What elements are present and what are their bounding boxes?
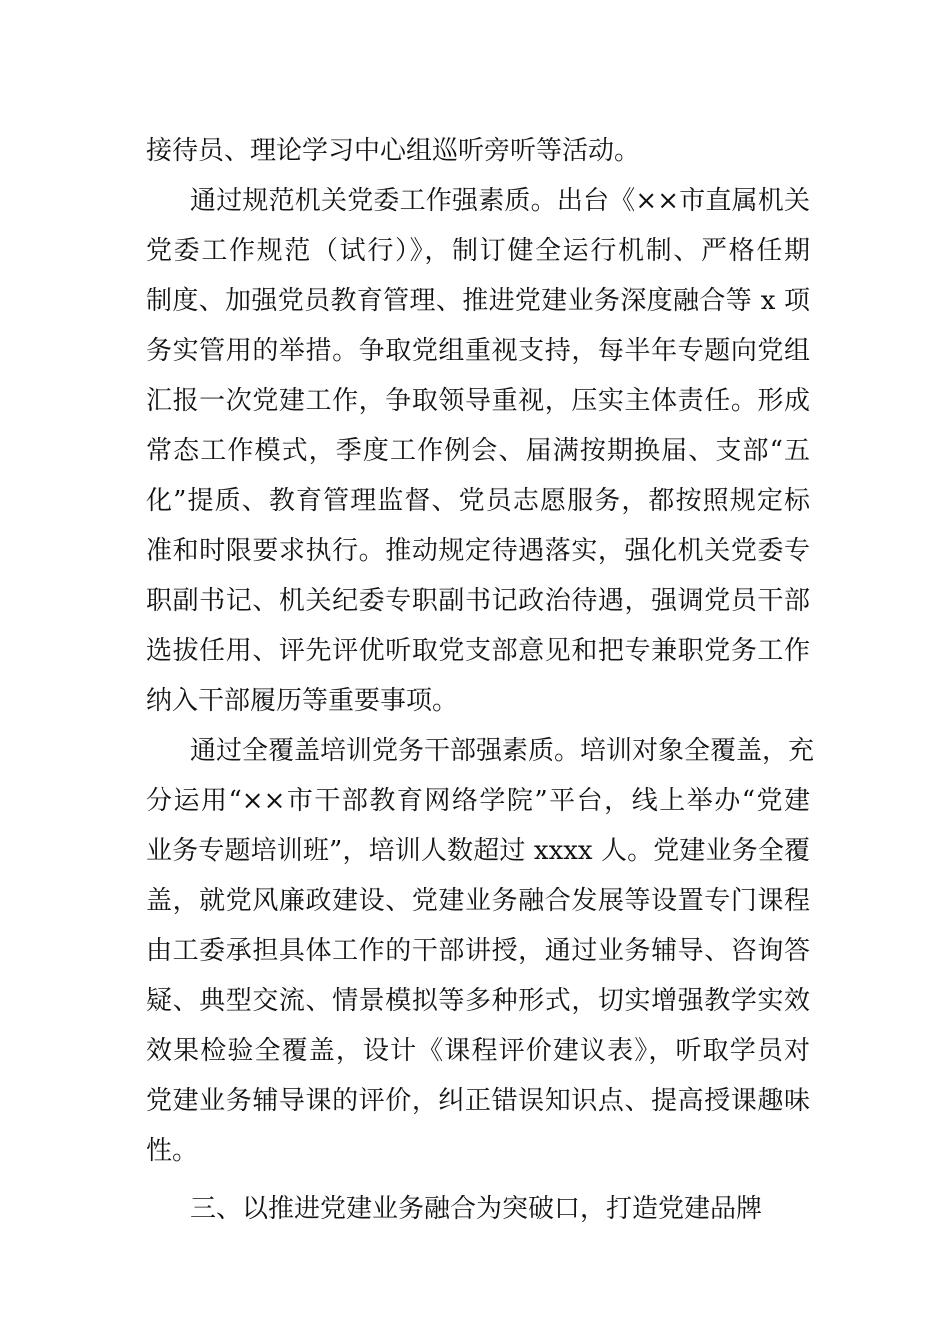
text-line: 效果检验全覆盖，设计《课程评价建议表》，听取学员对 [146, 1036, 810, 1066]
text-line: 化”提质、教育管理监督、党员志愿服务，都按照规定标 [146, 486, 810, 516]
paragraph-party-committee-norms [146, 176, 810, 726]
text-line: 常态工作模式，季度工作例会、届满按期换届、支部“五 [146, 436, 810, 466]
paragraph-continuation [146, 126, 810, 176]
heading-text: 三、以推进党建业务融合为突破口，打造党建品牌 [190, 1194, 763, 1224]
text-line: 性。 [146, 1136, 199, 1166]
text-line: 接待员、理论学习中心组巡听旁听等活动。 [146, 136, 641, 166]
text-line: 制度、加强党员教育管理、推进党建业务深度融合等 x 项 [146, 286, 810, 316]
text-line: 通过规范机关党委工作强素质。出台《××市直属机关 [190, 186, 810, 216]
text-line: 选拔任用、评先评优听取党支部意见和把专兼职党务工作 [146, 636, 810, 666]
text-line: 党委工作规范（试行）》，制订健全运行机制、严格任期 [146, 236, 810, 266]
text-line: 业务专题培训班”，培训人数超过 xxxx 人。党建业务全覆 [146, 836, 810, 866]
document-body [146, 126, 815, 1234]
text-line: 由工委承担具体工作的干部讲授，通过业务辅导、咨询答 [146, 936, 810, 966]
text-line: 党建业务辅导课的评价，纠正错误知识点、提高授课趣味 [146, 1086, 810, 1116]
text-line: 疑、典型交流、情景模拟等多种形式，切实增强教学实效 [146, 986, 810, 1016]
section-heading [146, 1184, 810, 1234]
text-line: 盖，就党风廉政建设、党建业务融合发展等设置专门课程 [146, 886, 810, 916]
text-line: 通过全覆盖培训党务干部强素质。培训对象全覆盖，充 [190, 736, 815, 766]
text-line: 职副书记、机关纪委专职副书记政治待遇，强调党员干部 [146, 586, 810, 616]
text-line: 务实管用的举措。争取党组重视支持，每半年专题向党组 [146, 336, 810, 366]
text-line: 分运用“××市干部教育网络学院”平台，线上举办“党建 [146, 786, 810, 816]
text-line: 汇报一次党建工作，争取领导重视，压实主体责任。形成 [146, 386, 810, 416]
paragraph-training-coverage [146, 726, 815, 1176]
text-line: 准和时限要求执行。推动规定待遇落实，强化机关党委专 [146, 536, 810, 566]
text-line: 纳入干部履历等重要事项。 [146, 686, 459, 716]
